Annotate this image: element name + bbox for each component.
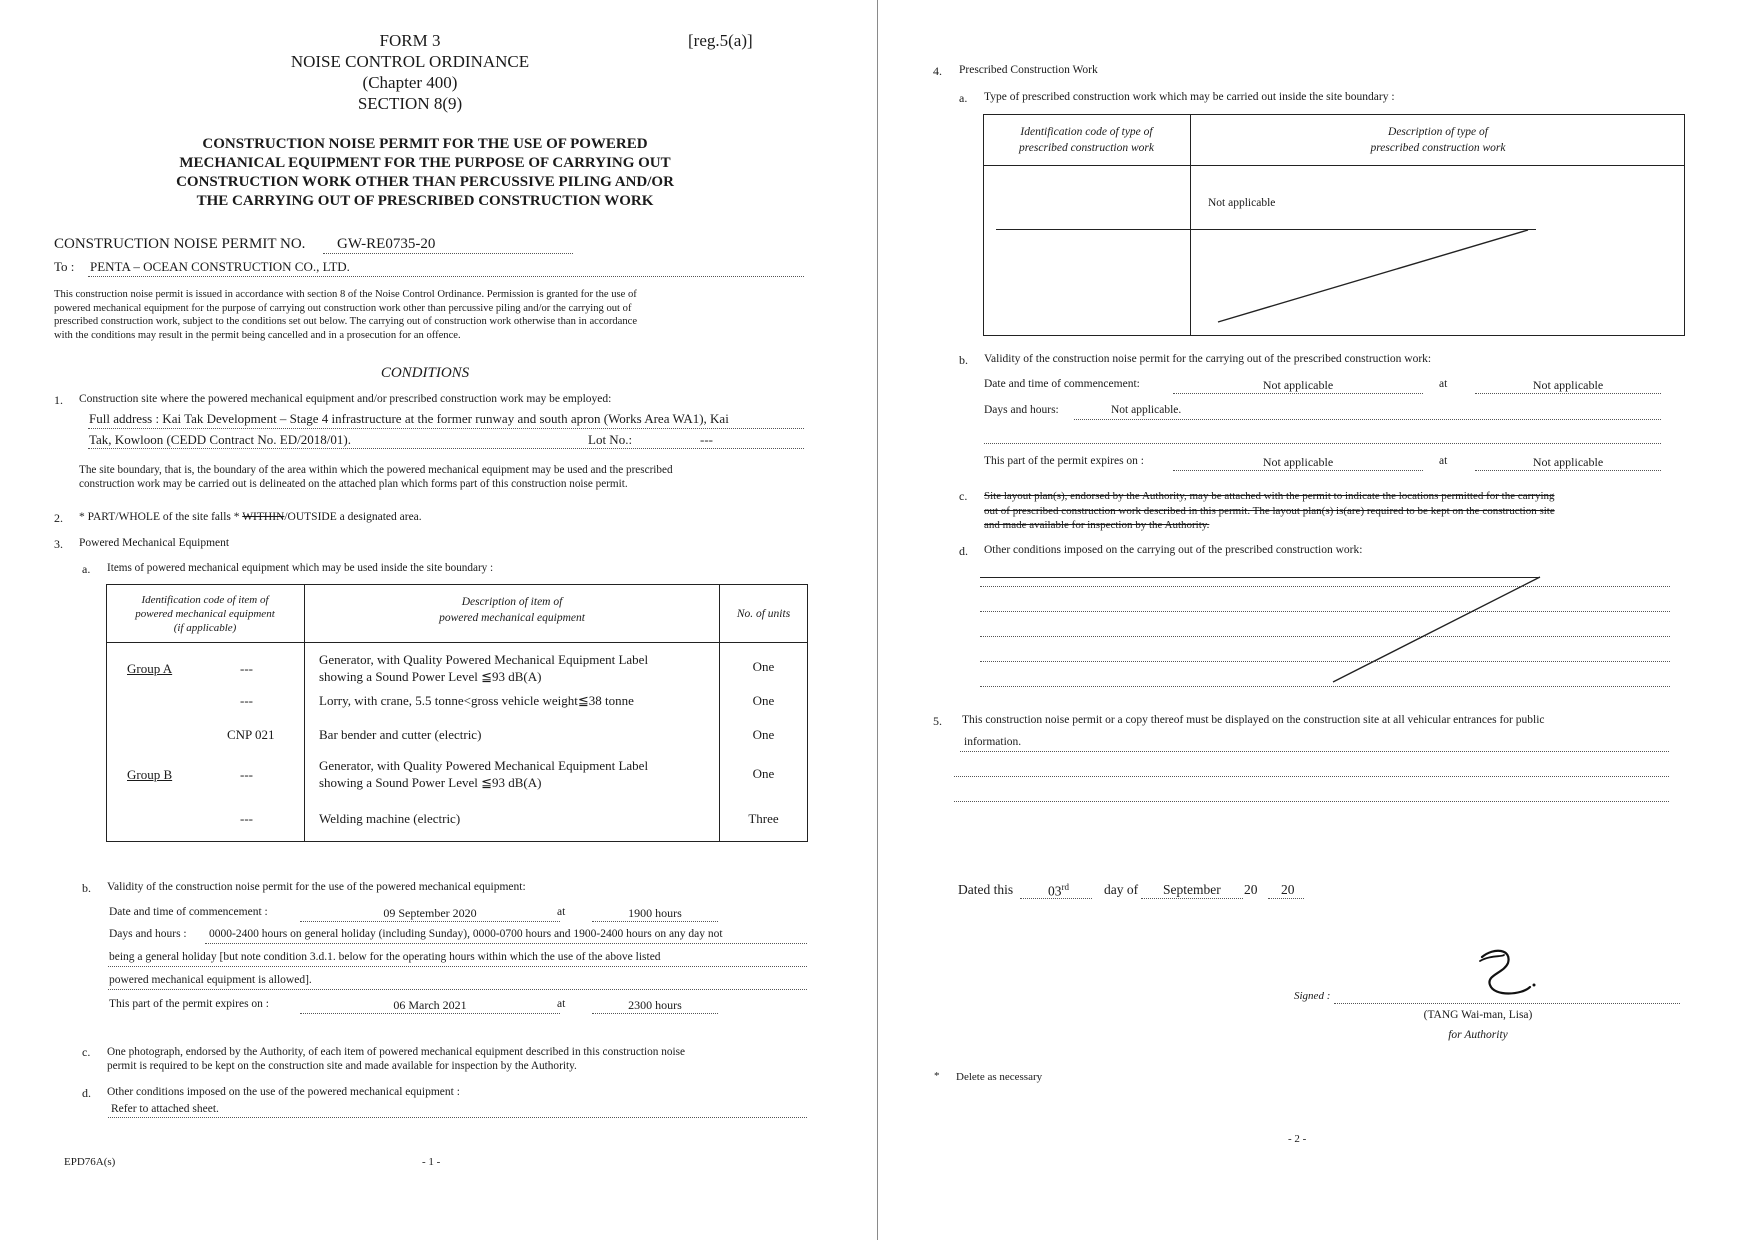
delete-note: Delete as necessary <box>956 1071 1043 1083</box>
dated-label: Dated this <box>958 882 1014 897</box>
page-2 <box>878 0 1754 1240</box>
form-number: FORM 3 <box>379 31 441 50</box>
condition-3c-text: One photograph, endorsed by the Authority, of each item of powered mechanical equipment described in this construction noise permit is required to be kept on the construction site and made available for inspection by the Authority. <box>107 1046 686 1072</box>
condition-4c-number: c. <box>959 489 968 503</box>
table-header-units: No. of units <box>736 608 791 620</box>
condition-5-number: 5. <box>933 714 942 728</box>
signatory-role: for Authority <box>1448 1029 1508 1041</box>
at-label: at <box>1439 455 1448 467</box>
condition-2-text: * PART/WHOLE of the site falls * WITHIN/OUTSIDE a designated area. <box>79 511 422 523</box>
group-label: Group A <box>127 661 173 676</box>
equipment-description: Generator, with Quality Powered Mechanical Equipment Label showing a Sound Power Level ≦93 dB(A) <box>319 652 649 684</box>
equipment-description: Bar bender and cutter (electric) <box>319 727 482 742</box>
condition-3a-number: a. <box>82 562 91 576</box>
condition-3d-text: Other conditions imposed on the use of the powered mechanical equipment : <box>107 1086 460 1098</box>
equipment-description: Welding machine (electric) <box>319 811 461 826</box>
expiry-label: This part of the permit expires on : <box>984 455 1145 467</box>
footnote-star: * <box>934 1070 940 1082</box>
dated-day: 03rd <box>1048 882 1069 899</box>
expiry-label: This part of the permit expires on : <box>109 998 270 1010</box>
days-hours-line: 0000-2400 hours on general holiday (including Sunday), 0000-0700 hours and 1900-2400 hours on any day not <box>209 928 723 940</box>
expiry-time: 2300 hours <box>628 998 682 1012</box>
condition-4a-number: a. <box>959 91 968 105</box>
dated-year-suffix: 20 <box>1281 882 1295 897</box>
expiry-date: Not applicable <box>1262 455 1334 469</box>
signatory-name: (TANG Wai-man, Lisa) <box>1423 1009 1533 1021</box>
days-hours-line: powered mechanical equipment is allowed]. <box>109 974 312 986</box>
equipment-units: One <box>752 766 775 781</box>
dated-year-prefix: 20 <box>1244 882 1258 897</box>
commencement-date: Not applicable <box>1262 378 1334 392</box>
lot-no-label: Lot No.: <box>588 432 633 447</box>
equipment-code: --- <box>240 693 253 708</box>
condition-3d-number: d. <box>82 1086 91 1100</box>
equipment-units: One <box>752 659 775 674</box>
at-label: at <box>1439 378 1448 390</box>
commencement-label: Date and time of commencement: <box>984 378 1140 390</box>
site-boundary-note: The site boundary, that is, the boundary of the area within which the powered mechanical equipment may be used and the prescribed construction work may be carried out is delineated on the attached plan which forms part of this construction noise permit. <box>79 464 673 490</box>
commencement-time: Not applicable <box>1532 378 1604 392</box>
pcw-value: Not applicable <box>1208 197 1276 209</box>
commencement-label: Date and time of commencement : <box>109 906 268 918</box>
commencement-time: 1900 hours <box>628 906 682 920</box>
condition-1-text: Construction site where the powered mechanical equipment and/or prescribed construction work may be employed: <box>79 393 612 405</box>
intro-paragraph: This construction noise permit is issued in accordance with section 8 of the Noise Control Ordinance. Permission is granted for the use of powered mechanical equipment for the purpose of carrying out construction work other than percussive piling and/or the carrying out of prescribed construction work, subject to the conditions set out below. The carrying out of construction work otherwise than in accordance with the conditions may result in the permit being cancelled and in a prosecution for an offence. <box>54 289 638 341</box>
table-header-id: Identification code of item of powered mechanical equipment (if applicable) <box>135 594 275 634</box>
pcw-header-id: Identification code of type of prescribed construction work <box>1018 126 1154 154</box>
pcw-header-description: Description of type of prescribed construction work <box>1370 126 1506 154</box>
site-address-line: Full address : Kai Tak Development – Stage 4 infrastructure at the former runway and south apron (Works Area WA1), Kai <box>89 411 729 426</box>
regulation-ref: [reg.5(a)] <box>688 31 753 50</box>
signed-label: Signed : <box>1294 990 1331 1002</box>
section-label: SECTION 8(9) <box>357 94 463 113</box>
strike-marks <box>878 0 1754 1240</box>
page-number: - 2 - <box>1288 1133 1307 1145</box>
condition-5-text: This construction noise permit or a copy thereof must be displayed on the construction site at all vehicular entrances for public <box>962 714 1545 726</box>
condition-3-heading: Powered Mechanical Equipment <box>79 537 230 549</box>
ordinance-title: NOISE CONTROL ORDINANCE <box>290 52 530 71</box>
equipment-units: One <box>752 727 775 742</box>
equipment-units: Three <box>748 811 779 826</box>
condition-4b-number: b. <box>959 353 968 367</box>
days-hours-line: being a general holiday [but note condition 3.d.1. below for the operating hours within which the use of the above listed <box>109 951 661 963</box>
expiry-time: Not applicable <box>1532 455 1604 469</box>
equipment-description: Generator, with Quality Powered Mechanical Equipment Label showing a Sound Power Level ≦93 dB(A) <box>319 758 649 790</box>
condition-4c-text: Site layout plan(s), endorsed by the Authority, may be attached with the permit to indicate the locations permitted for the carrying out of prescribed construction work described in this permit. The layout plan(s) is(are) required to be kept on the construction site and made available for inspection by the Authority. <box>984 490 1555 531</box>
at-label: at <box>557 906 566 918</box>
equipment-code: --- <box>240 661 253 676</box>
equipment-code: --- <box>240 767 253 782</box>
at-label: at <box>557 998 566 1010</box>
days-hours-value: Not applicable. <box>1111 404 1182 416</box>
permit-title-line: MECHANICAL EQUIPMENT FOR THE PURPOSE OF CARRYING OUT <box>179 155 671 171</box>
condition-4d-number: d. <box>959 544 968 558</box>
equipment-description: Lorry, with crane, 5.5 tonne<gross vehicle weight≦38 tonne <box>319 693 634 708</box>
condition-4b-text: Validity of the construction noise permit for the carrying out of the prescribed construction work: <box>984 353 1432 365</box>
days-hours-label: Days and hours : <box>109 928 187 940</box>
permit-title-line: CONSTRUCTION WORK OTHER THAN PERCUSSIVE PILING AND/OR <box>176 174 674 190</box>
expiry-date: 06 March 2021 <box>393 998 467 1012</box>
days-hours-label: Days and hours: <box>984 404 1059 416</box>
condition-4-heading: Prescribed Construction Work <box>959 64 1098 76</box>
condition-4a-text: Type of prescribed construction work which may be carried out inside the site boundary : <box>984 91 1395 103</box>
equipment-code: --- <box>240 811 253 826</box>
form-code: EPD76A(s) <box>64 1156 116 1168</box>
condition-3b-number: b. <box>82 881 91 895</box>
conditions-heading: CONDITIONS <box>380 365 470 381</box>
addressee: PENTA – OCEAN CONSTRUCTION CO., LTD. <box>90 259 350 274</box>
condition-3a-text: Items of powered mechanical equipment which may be used inside the site boundary : <box>107 562 494 574</box>
condition-3b-text: Validity of the construction noise permit for the use of the powered mechanical equipment: <box>107 881 526 893</box>
condition-2-number: 2. <box>54 511 63 525</box>
permit-title-line: CONSTRUCTION NOISE PERMIT FOR THE USE OF POWERED <box>202 136 648 152</box>
condition-1-number: 1. <box>54 393 63 407</box>
commencement-date: 09 September 2020 <box>383 906 477 920</box>
condition-3d-value: Refer to attached sheet. <box>111 1103 219 1115</box>
condition-5-text: information. <box>964 736 1022 748</box>
table-header-description: Description of item of powered mechanical equipment <box>439 596 585 624</box>
permit-no-label: CONSTRUCTION NOISE PERMIT NO. <box>54 236 306 252</box>
condition-4d-text: Other conditions imposed on the carrying out of the prescribed construction work: <box>984 544 1363 556</box>
permit-no-value: GW-RE0735-20 <box>337 236 436 252</box>
chapter-label: (Chapter 400) <box>362 73 458 92</box>
group-label: Group B <box>127 767 173 782</box>
site-address-line: Tak, Kowloon (CEDD Contract No. ED/2018/01). <box>89 432 351 447</box>
equipment-code: CNP 021 <box>227 727 275 742</box>
equipment-units: One <box>752 693 775 708</box>
condition-4-number: 4. <box>933 64 942 78</box>
condition-3c-number: c. <box>82 1045 91 1059</box>
to-label: To : <box>54 259 75 274</box>
day-of-label: day of <box>1104 882 1139 897</box>
condition-3-number: 3. <box>54 537 63 551</box>
permit-title-line: THE CARRYING OUT OF PRESCRIBED CONSTRUCTION WORK <box>196 193 654 209</box>
page-number: - 1 - <box>422 1156 441 1168</box>
dated-month: September <box>1163 882 1221 897</box>
lot-no-value: --- <box>700 432 713 447</box>
